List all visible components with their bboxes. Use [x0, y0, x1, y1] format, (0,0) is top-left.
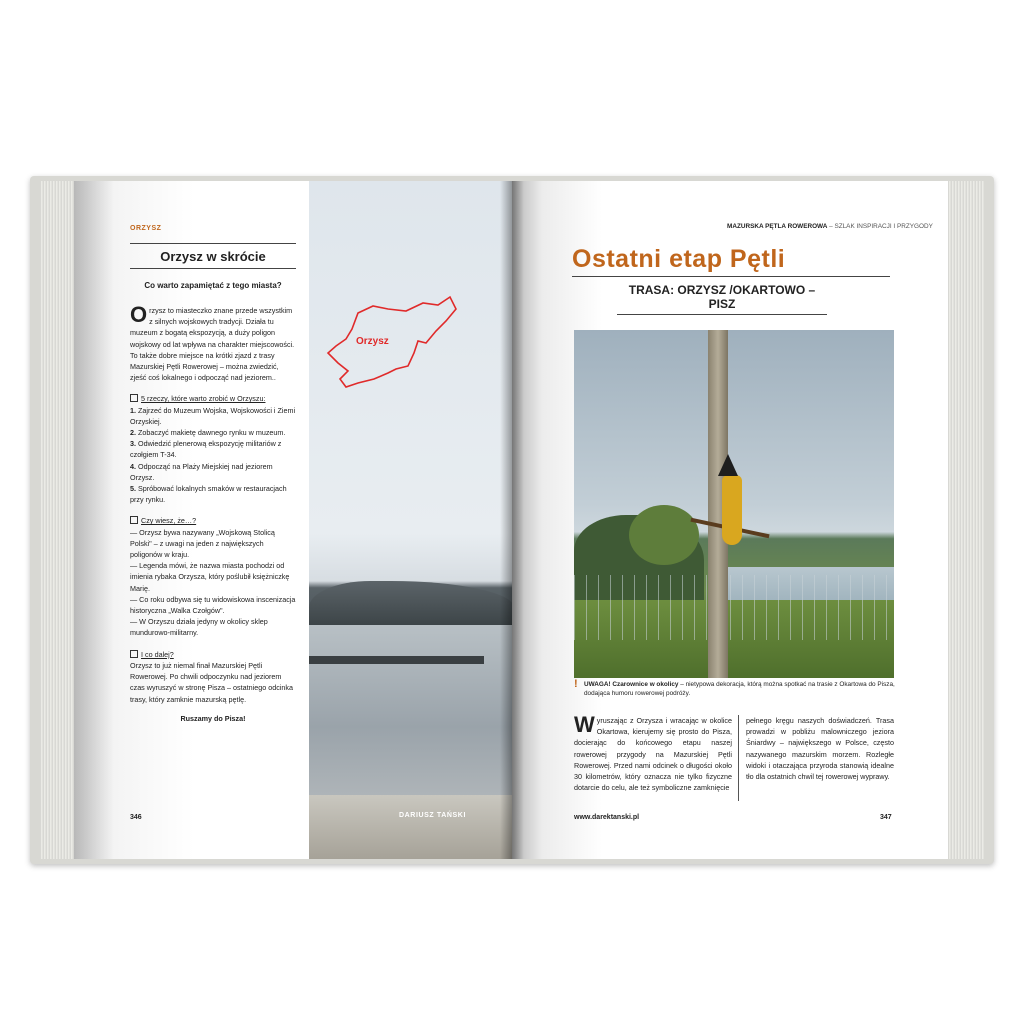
- did-you-know-box: [130, 515, 296, 638]
- intro-text: rzysz to miasteczko znane przede wszystkim z silnych wojskowych tradycji. Działa tu muzeum z bogatą ekspozycją, a duży poligon wojskowy od lat wpływa na charakter miejscowości. To także dobre miejsce na krótki zjazd z trasy Mazurskiej Pętli Rowerowej – można zwiedzić, zjeść coś lokalnego i odpocząć nad jeziorem..: [130, 306, 295, 383]
- column-divider: [738, 715, 739, 801]
- page-number-left: 346: [130, 814, 142, 821]
- things-title: 5 rzeczy, które warto zrobić w Orzyszu:: [130, 393, 296, 404]
- page-edges-left: [40, 181, 76, 859]
- running-header: MAZURSKA PĘTLA ROWEROWA – SZLAK INSPIRACJI I PRZYGODY: [727, 223, 933, 230]
- next-title: I co dalej?: [130, 649, 296, 660]
- lake-photo: [309, 181, 514, 859]
- text-column-1: Wyruszając z Orzysza i wracając w okolice Okartowa, kierujemy się prosto do Pisza, docierając do końcowego etapu naszej rowerowej przygody na Mazurskiej Pętli Rowerowej. Przed nami odcinek o długości około 30 kilometrów, który oznacza nie tylko fizyczne dotarcie do celu, ale też symboliczne zamknięcie: [574, 712, 732, 793]
- text-column-2: pełnego kręgu naszych doświadczeń. Trasa prowadzi w pobliżu malowniczego jeziora Śniardwy – największego w Polsce, często nazywanego mazurskim morzem. Rozległe widoki i otaczająca przyroda stanowią idealne tło dla ostatnich chwil tej rowerowej wyprawy.: [746, 716, 894, 782]
- tree: [629, 505, 699, 565]
- facts-title: Czy wiesz, że…?: [130, 515, 296, 526]
- running-header: ORZYSZ: [130, 225, 162, 232]
- left-text-column: [130, 302, 296, 724]
- checkbox-icon: [130, 394, 138, 402]
- fact-item: — Legenda mówi, że nazwa miasta pochodzi od imienia rybaka Orzysza, który poślubił księżniczkę Marię.: [130, 561, 290, 593]
- what-next-box: [130, 649, 296, 724]
- witch-hat: [718, 454, 738, 476]
- fact-item: — W Orzyszu działa jedyny w okolicy sklep mundurowo-militarny.: [130, 617, 268, 638]
- fence: [574, 575, 894, 640]
- things-list: [130, 405, 296, 506]
- fact-item: — Orzysz bywa nazywany „Wojskową Stolicą Polski" – z uwagi na jeden z największych poligonów w kraju.: [130, 527, 275, 560]
- author-name: DARIUSZ TAŃSKI: [399, 812, 466, 819]
- witch-decoration-photo: [574, 330, 894, 678]
- town-map-outline: [318, 291, 468, 401]
- book-spine: [500, 181, 524, 859]
- things-to-do-box: [130, 393, 296, 505]
- list-item: 2. Zobaczyć makietę dawnego rynku w muzeum.: [130, 428, 286, 438]
- section-title: Orzysz w skrócie: [130, 243, 296, 269]
- page-number-right: 347: [880, 814, 892, 821]
- list-item: 1. Zajrzeć do Muzeum Wojska, Wojskowości i Ziemi Orzyskiej.: [130, 405, 296, 426]
- photo-caption: ! UWAGA! Czarownice w okolicy – nietypowa dekoracja, którą można spotkać na trasie z Okartowa do Pisza, dodająca humoru rowerowej podróży.: [574, 678, 895, 697]
- list-item: 3. Odwiedzić plenerową ekspozycję militariów z czołgiem T-34.: [130, 439, 282, 460]
- tree-line: [309, 581, 514, 625]
- checkbox-icon: [130, 650, 138, 658]
- route-subtitle: TRASA: ORZYSZ /OKARTOWO – PISZ: [617, 283, 827, 315]
- right-page: [512, 181, 948, 859]
- pier: [309, 656, 484, 664]
- map-label: Orzysz: [356, 336, 389, 347]
- left-page: [74, 181, 514, 859]
- intro-paragraph: [130, 302, 296, 383]
- fact-item: — Co roku odbywa się tu widowiskowa inscenizacja historyczna „Walka Czołgów".: [130, 594, 296, 616]
- shore: [309, 795, 514, 859]
- lake-water: [309, 625, 514, 795]
- exclamation-icon: !: [574, 678, 578, 690]
- list-item: 5. Spróbować lokalnych smaków w restauracjach przy rynku.: [130, 484, 287, 505]
- footer-url: www.darektanski.pl: [574, 814, 640, 821]
- chapter-title: Ostatni etap Pętli: [572, 245, 890, 277]
- drop-cap: W: [574, 712, 595, 737]
- witch-figure: [722, 475, 742, 545]
- section-question: Co warto zapamiętać z tego miasta?: [144, 281, 282, 290]
- list-item: 4. Odpocząć na Plaży Miejskiej nad jeziorem Orzysz.: [130, 461, 273, 482]
- checkbox-icon: [130, 516, 138, 524]
- page-edges-right: [948, 181, 984, 859]
- drop-cap: O: [130, 302, 148, 327]
- closing-line: Ruszamy do Pisza!: [180, 713, 246, 723]
- next-text: Orzysz to już niemal finał Mazurskiej Pętli Rowerowej. Po chwili odpoczynku nad jeziorem czas wyruszyć w stronę Pisza – ostatniego odcinka trasy, który zamknie mazurską pętlę.: [130, 660, 293, 704]
